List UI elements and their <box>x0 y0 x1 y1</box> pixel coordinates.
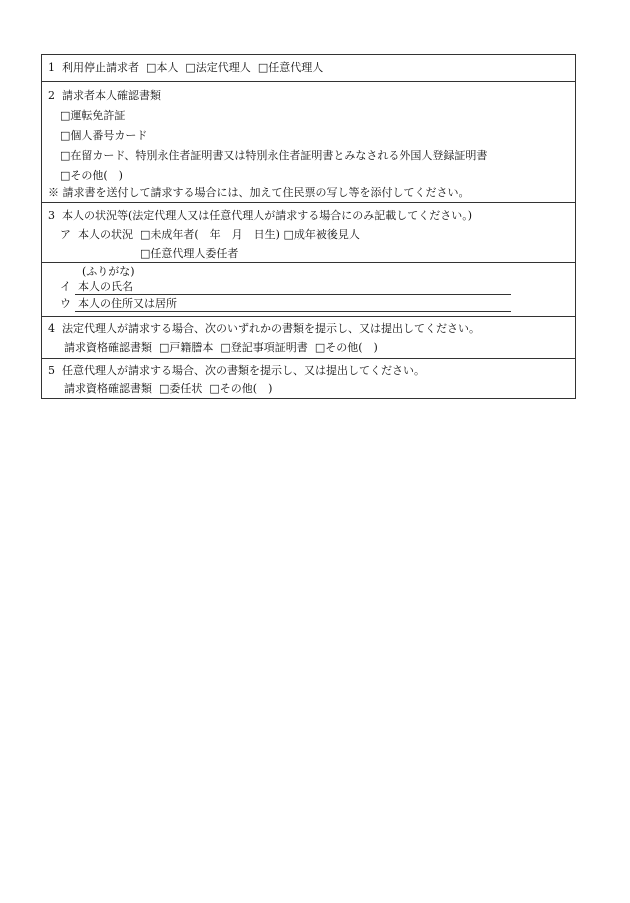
identity-docs-heading <box>48 89 161 103</box>
requester-label: 利用停止請求者 <box>62 61 139 74</box>
section-legal-agent-documents <box>42 316 575 358</box>
name-marker: イ <box>60 280 71 293</box>
checkbox-family-register[interactable]: □戸籍謄本 <box>159 341 214 354</box>
voluntary-agent-docs-row <box>64 382 272 396</box>
address-field[interactable] <box>75 311 511 312</box>
checkbox-principal-delegator[interactable]: □任意代理人委任者 <box>140 247 239 260</box>
identity-docs-title: 請求者本人確認書類 <box>62 89 161 102</box>
docs-label: 請求資格確認書類 <box>64 341 152 354</box>
checkbox-voluntary-agent[interactable]: □任意代理人 <box>257 61 324 74</box>
legal-agent-docs-row <box>64 341 378 355</box>
requester-row <box>48 61 323 75</box>
section-number: 2 <box>48 89 55 102</box>
status-marker: ア <box>60 228 71 241</box>
principal-status-title: 本人の状況等(法定代理人又は任意代理人が請求する場合にのみ記載してください。) <box>62 209 473 222</box>
section-number: 1 <box>48 61 55 74</box>
checkbox-minor[interactable]: □未成年者( 年 月 日生) <box>140 228 280 241</box>
checkbox-registry-certificate[interactable]: □登記事項証明書 <box>220 341 308 354</box>
legal-agent-title: 法定代理人が請求する場合、次のいずれかの書類を提示し、又は提出してください。 <box>62 322 480 335</box>
docs-label: 請求資格確認書類 <box>64 382 152 395</box>
name-row <box>60 280 133 294</box>
section-number: 3 <box>48 209 55 222</box>
principal-status-heading <box>48 209 472 223</box>
section-requester <box>42 55 575 81</box>
address-row <box>60 297 177 311</box>
section-number: 5 <box>48 364 55 377</box>
checkbox-drivers-license[interactable]: □運転免許証 <box>60 109 126 122</box>
status-row <box>60 228 360 242</box>
section-voluntary-agent-documents <box>42 358 575 398</box>
request-form-table <box>41 54 576 399</box>
mailing-note: ※ 請求書を送付して請求する場合には、加えて住民票の写し等を添付してください。 <box>48 186 470 199</box>
voluntary-agent-heading <box>48 364 425 378</box>
address-label: 本人の住所又は居所 <box>78 297 177 310</box>
name-label: 本人の氏名 <box>78 280 133 293</box>
checkbox-self[interactable]: □本人 <box>146 61 179 74</box>
section-principal-name-address <box>42 262 575 316</box>
section-identity-documents <box>42 81 575 202</box>
status-label: 本人の状況 <box>78 228 133 241</box>
checkbox-voluntary-other[interactable]: □その他( ) <box>209 382 273 395</box>
checkbox-residence-card[interactable]: □在留カード、特別永住者証明書又は特別永住者証明書とみなされる外国人登録証明書 <box>60 149 488 162</box>
address-marker: ウ <box>60 297 71 310</box>
checkbox-other-document[interactable]: □その他( ) <box>60 169 123 182</box>
checkbox-my-number-card[interactable]: □個人番号カード <box>60 129 148 142</box>
furigana-label: (ふりがな) <box>82 265 135 278</box>
section-number: 4 <box>48 322 55 335</box>
legal-agent-heading <box>48 322 480 336</box>
checkbox-legal-other[interactable]: □その他( ) <box>314 341 378 354</box>
name-field[interactable] <box>75 294 511 295</box>
checkbox-adult-ward[interactable]: □成年被後見人 <box>283 228 360 241</box>
checkbox-power-of-attorney[interactable]: □委任状 <box>159 382 203 395</box>
voluntary-agent-title: 任意代理人が請求する場合、次の書類を提示し、又は提出してください。 <box>62 364 425 377</box>
checkbox-legal-agent[interactable]: □法定代理人 <box>185 61 251 74</box>
section-principal-status <box>42 202 575 262</box>
